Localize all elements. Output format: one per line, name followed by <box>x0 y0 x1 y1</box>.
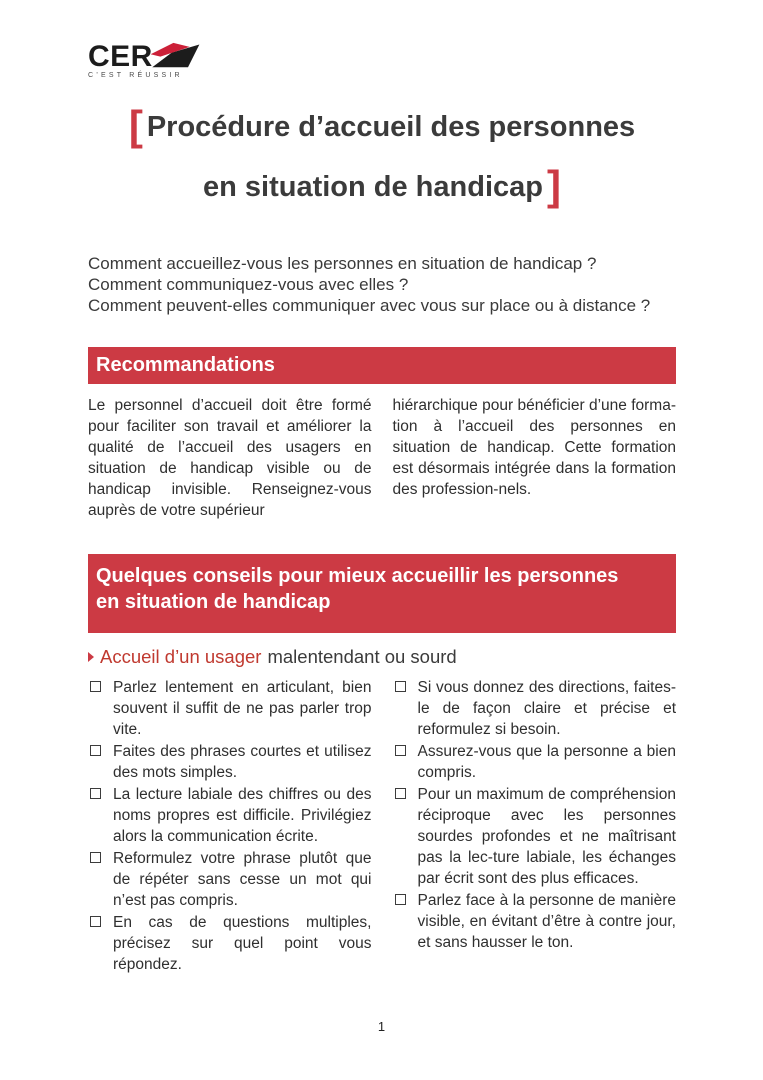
recommandations-body <box>88 395 676 521</box>
section-banner-conseils <box>88 554 676 633</box>
intro-line: Comment communiquez-vous avec elles ? <box>88 275 409 294</box>
checklist-item <box>88 784 372 847</box>
checklist-item <box>393 677 677 740</box>
checklist-item-text: Reformulez votre phrase plutôt que de répéter sans cesse un mot qui n’est pas compris. <box>113 850 372 909</box>
checklist-item-text: Si vous donnez des directions, faites-le de façon claire et précise et reformulez si besoin. <box>417 679 676 738</box>
checkbox-icon[interactable] <box>395 681 406 692</box>
cer-logo <box>88 40 238 79</box>
subsection-highlight: Accueil d’un usager <box>100 646 262 667</box>
checklist-item <box>88 912 372 975</box>
recommandations-column-left: Le personnel d’accueil doit être formé pour faciliter son travail et améliorer la qualité de l’accueil des usagers en situation de handicap visible ou de handicap invisible. Renseignez-vous auprès de votre supérieur <box>88 397 372 519</box>
checklist-column-right <box>393 677 677 976</box>
checkbox-icon[interactable] <box>395 788 406 799</box>
checklist-item <box>393 890 677 953</box>
checklist-item <box>88 741 372 783</box>
checklist-item <box>393 741 677 783</box>
title-line2: en situation de handicap <box>203 171 543 203</box>
checklist-item <box>88 677 372 740</box>
recommandations-column-right: hiérarchique pour bénéficier d’une forma-tion à l’accueil des personnes en situation de handicap. Cette formation est désormais intégrée dans la formation des profession-nels. <box>392 397 676 498</box>
checklist-item-text: Pour un maximum de compréhension réciproque avec les personnes sourdes profondes et ne maîtrisant pas la lec-ture labiale, les échanges par écrit sont des plus efficaces. <box>417 786 676 887</box>
checklist-item-text: Assurez-vous que la personne a bien compris. <box>417 743 676 781</box>
checklist-item-text: Faites des phrases courtes et utilisez des mots simples. <box>113 743 372 781</box>
title-bracket-close: ] <box>547 162 561 209</box>
intro-line: Comment peuvent-elles communiquer avec vous sur place ou à distance ? <box>88 296 651 315</box>
checklist-item-text: En cas de questions multiples, précisez sur quel point vous répondez. <box>113 914 372 973</box>
cer-logo-text: CER <box>88 40 153 73</box>
checkbox-icon[interactable] <box>395 745 406 756</box>
page-number: 1 <box>377 1019 386 1034</box>
arrow-bullet-icon <box>88 652 94 662</box>
checklist-item <box>88 848 372 911</box>
checkbox-icon[interactable] <box>90 681 101 692</box>
title-bracket-open: [ <box>128 102 143 149</box>
subsection-heading <box>88 646 676 668</box>
conseils-banner-line1: Quelques conseils pour mieux accueillir les personnes <box>96 565 619 587</box>
checkbox-icon[interactable] <box>90 745 101 756</box>
page-title <box>88 97 676 217</box>
checklist-column-left <box>88 677 372 976</box>
checkbox-icon[interactable] <box>90 916 101 927</box>
cer-logo-tagline: C’EST RÉUSSIR <box>88 72 183 79</box>
title-line1: Procédure d’accueil des personnes <box>146 111 636 143</box>
checkbox-icon[interactable] <box>90 852 101 863</box>
intro-line: Comment accueillez-vous les personnes en situation de handicap ? <box>88 254 597 273</box>
cer-flag-icon <box>149 40 201 70</box>
checkbox-icon[interactable] <box>90 788 101 799</box>
subsection-rest: malentendant ou sourd <box>267 646 457 667</box>
checklist-item <box>393 784 677 889</box>
checklist <box>88 677 676 976</box>
conseils-banner-line2: en situation de handicap <box>96 591 331 613</box>
checklist-item-text: Parlez lentement en articulant, bien souvent il suffit de ne pas parler trop vite. <box>113 679 372 738</box>
checkbox-icon[interactable] <box>395 894 406 905</box>
checklist-item-text: Parlez face à la personne de manière visible, en évitant d’être à contre jour, et sans hausser le ton. <box>417 892 676 951</box>
intro-paragraph <box>88 253 676 316</box>
checklist-item-text: La lecture labiale des chiffres ou des noms propres est difficile. Privilégiez alors la communication écrite. <box>113 786 372 845</box>
section-banner-recommandations: Recommandations <box>88 347 676 384</box>
